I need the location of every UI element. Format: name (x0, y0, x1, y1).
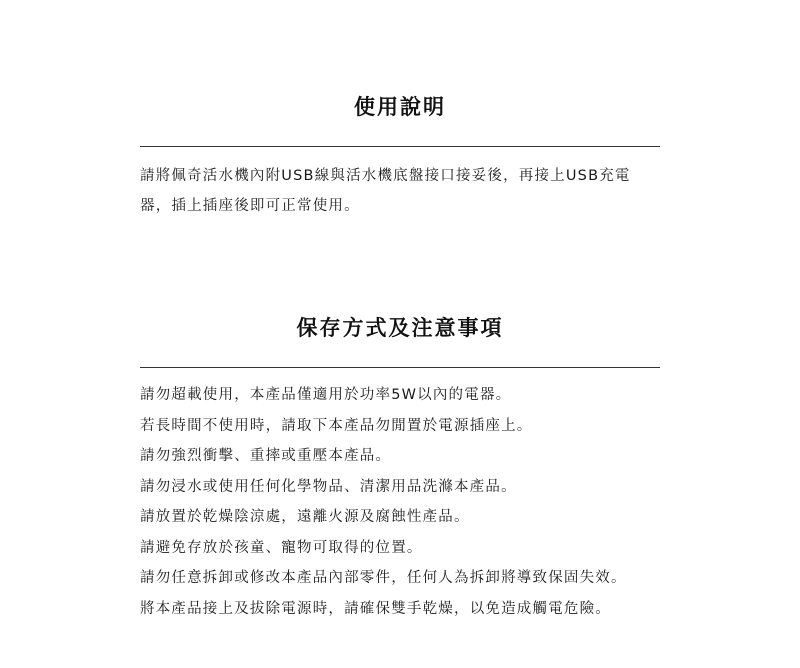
list-item: 請勿強烈衝擊、重摔或重壓本產品。 (140, 448, 392, 464)
list-item: 將本產品接上及拔除電源時，請確保雙手乾燥，以免造成觸電危險。 (140, 600, 611, 617)
storage-section (140, 313, 660, 624)
list-item: 請勿超載使用，本產品僅適用於功率5W以內的電器。 (140, 387, 512, 403)
usage-title: 使用說明 (354, 95, 446, 119)
usage-divider (140, 146, 660, 147)
storage-divider (140, 367, 660, 368)
list-item: 請避免存放於孩童、寵物可取得的位置。 (140, 539, 423, 556)
list-item: 若長時間不使用時，請取下本產品勿閒置於電源插座上。 (140, 417, 533, 434)
list-item: 請勿浸水或使用任何化學物品、清潔用品洗滌本產品。 (140, 478, 517, 495)
storage-list (140, 380, 660, 624)
list-item: 請放置於乾燥陰涼處，遠離火源及腐蝕性產品。 (140, 509, 470, 525)
usage-section (140, 92, 660, 221)
usage-text: 請將佩奇活水機內附USB線與活水機底盤接口接妥後，再接上USB充電器，插上插座後即可正常使用。 (140, 168, 631, 214)
storage-title: 保存方式及注意事項 (296, 316, 504, 340)
list-item: 請勿任意拆卸或修改本產品內部零件，任何人為拆卸將導致保固失效。 (140, 570, 627, 586)
